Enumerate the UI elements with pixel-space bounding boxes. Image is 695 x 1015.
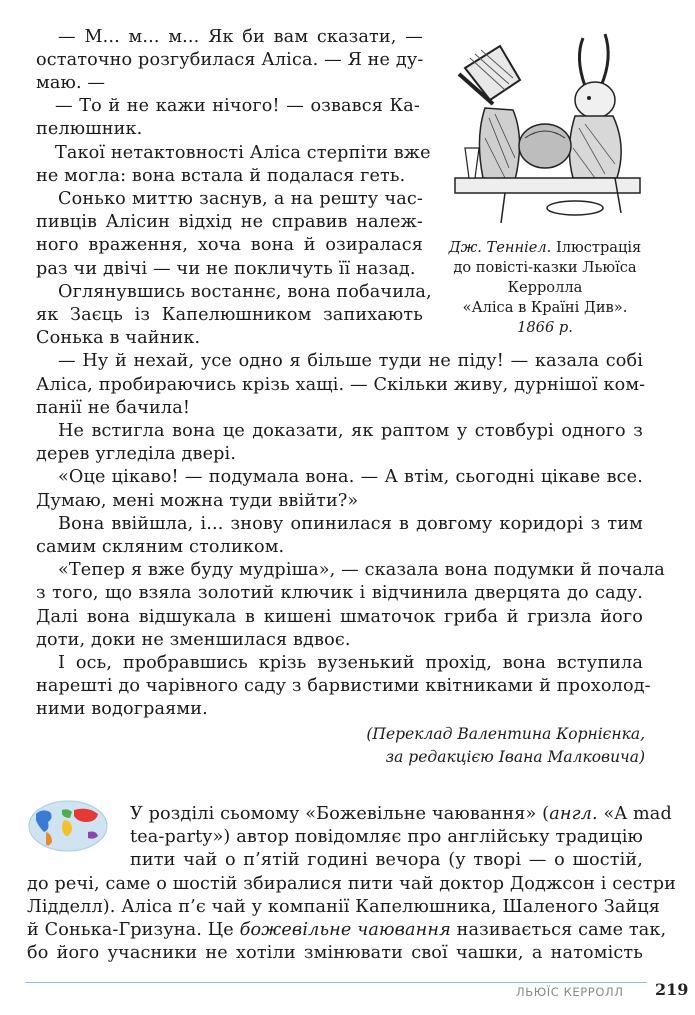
text-line: дерев угледіла двері. <box>36 444 237 464</box>
translation-credit: (Переклад Валентина Корнієнка, <box>366 725 645 743</box>
page-number: 219 <box>655 980 689 999</box>
note-line: до речі, саме о шостій збиралися пити чай доктор Доджсон і сестри <box>27 874 676 894</box>
text-line: — Ну й нехай, усе одно я більше туди не піду! — казала собі <box>58 351 643 371</box>
note-text: У розділі сьомому «Божевільне чаювання» ( <box>130 804 550 824</box>
text-line: доти, доки не зменшилася вдвоє. <box>36 630 351 650</box>
text-line: Оглянувшись востаннє, вона побачила, <box>58 282 432 302</box>
text-line: Вона ввійшла, і... знову опинилася в довгому коридорі з тим <box>58 514 643 534</box>
text-line: І ось, пробравшись крізь вузенький прохід, вона вступила <box>58 653 643 673</box>
text-line: «Оце цікаво! — подумала вона. — А втім, сьогодні цікаве все. <box>58 467 643 487</box>
caption-year: 1866 р. <box>517 319 573 336</box>
note-emphasis: божевільне чаювання <box>239 920 451 940</box>
text-line: пелюшник. <box>36 119 143 139</box>
caption-line: до повісті-казки Льюїса <box>453 259 637 276</box>
caption-text: Ілюстрація <box>551 239 642 256</box>
text-line: раз чи двічі — чи не покличуть її назад. <box>36 259 416 279</box>
text-line: — М... м... м... Як би вам сказати, — <box>58 27 423 47</box>
text-line: панії не бачила! <box>36 398 191 418</box>
caption-line <box>440 238 650 259</box>
caption-line: «Аліса в Країні Див». <box>462 299 628 316</box>
caption-author: Дж. Тенніел. <box>448 239 552 256</box>
translation-editor: за редакцією Івана Малковича) <box>385 748 645 766</box>
text-line: самим скляним столиком. <box>36 537 285 557</box>
text-line: з того, що взяла золотий ключик і відчинила дверцята до саду. <box>36 583 643 603</box>
text-line: нарешті до чарівного саду з барвистими квітниками й прохолод- <box>36 676 651 696</box>
note-line <box>27 919 667 942</box>
note-text: називається саме так, <box>450 920 667 940</box>
footer-rule <box>25 982 647 983</box>
text-line: Думаю, мені можна туди ввійти?» <box>36 491 359 511</box>
note-line <box>130 803 672 826</box>
text-line: — То й не кажи нічого! — озвався Ка- <box>55 96 420 116</box>
text-line: Сонько миттю заснув, а на решту час- <box>58 189 423 209</box>
note-line: бо його учасники не хотіли змінювати свої чашки, а натомість <box>27 943 643 963</box>
text-line: не могла: вона встала й подалася геть. <box>36 166 406 186</box>
text-line: Далі вона відшукала в кишені шматочок гриба й гризла його <box>36 607 643 627</box>
text-line: як Заєць із Капелюшником запихають <box>36 305 423 325</box>
footer-author: ЛЬЮЇС КЕРРОЛЛ <box>516 985 624 999</box>
note-text: «A mad <box>597 804 672 824</box>
note-line: tea-party») автор повідомляє про англійську традицію <box>130 827 643 847</box>
note-line: Лідделл). Аліса п’є чай у компанії Капелюшника, Шаленого Зайця <box>27 897 661 917</box>
world-map-icon <box>28 800 108 852</box>
text-line: «Тепер я вже буду мудріша», — сказала вона подумки й почала <box>58 560 665 580</box>
note-text: й Сонька-Гризуна. Це <box>27 920 240 940</box>
note-abbr: англ. <box>549 804 598 824</box>
text-line: ними водограями. <box>36 699 208 719</box>
text-line: Сонька в чайник. <box>36 328 201 348</box>
text-line: Такої нетактовності Аліса стерпіти вже <box>55 143 431 163</box>
note-line: пити чай о п’ятій годині вечора (у творі — о шостій, <box>130 850 643 870</box>
text-line: Не встигла вона це доказати, як раптом у стовбурі одного з <box>58 421 643 441</box>
text-line: ного враження, хоча вона й озиралася <box>36 235 423 255</box>
text-line: остаточно розгубилася Аліса. — Я не ду- <box>36 50 424 70</box>
text-line: маю. — <box>36 73 106 93</box>
caption-line: Керролла <box>507 279 583 296</box>
text-line: Аліса, пробираючись крізь хащі. — Скільки живу, дурнішої ком- <box>36 375 646 395</box>
text-line: пивців Алісин відхід не справив належ- <box>36 212 423 232</box>
